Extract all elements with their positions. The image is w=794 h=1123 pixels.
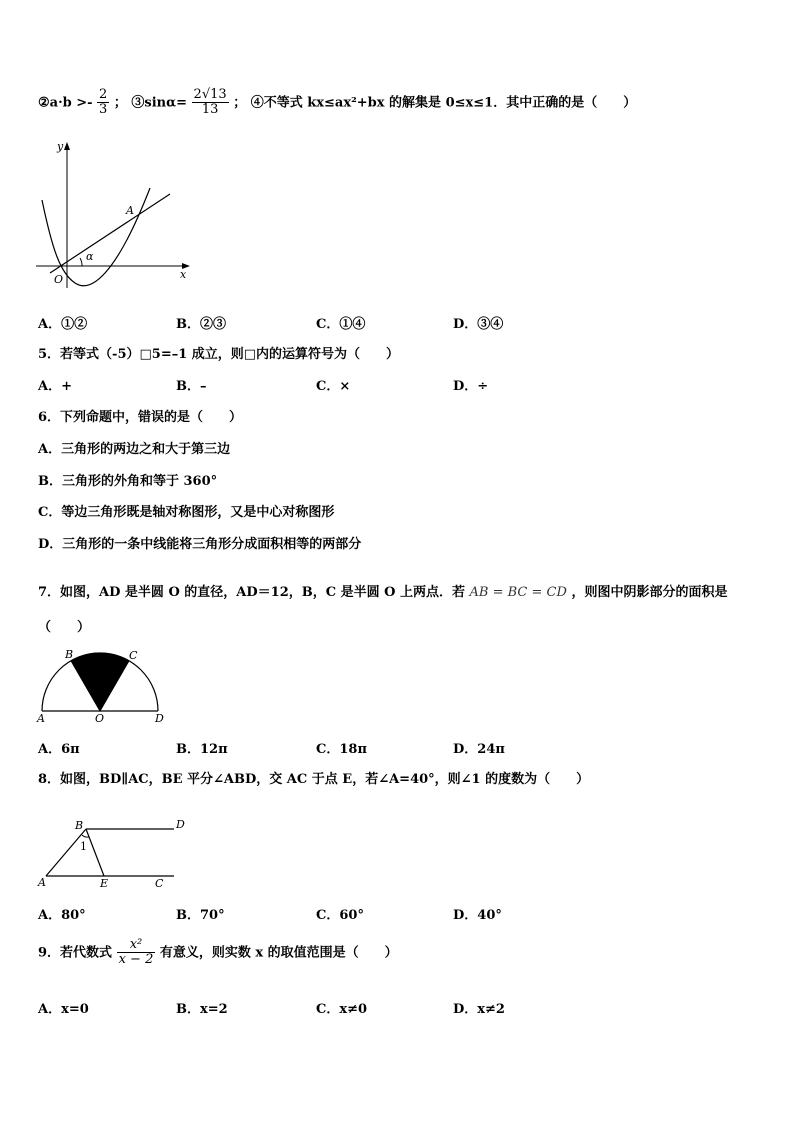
q4-fraction-1: [97, 88, 109, 118]
label-origin: O: [54, 273, 64, 286]
q9-fraction: [117, 938, 156, 968]
label-angle-1: 1: [80, 840, 87, 853]
label-point-a: A: [126, 204, 134, 217]
q5-option-b[interactable]: B．–: [176, 379, 207, 394]
angle-alpha-arc: [80, 258, 82, 266]
label-a: A: [38, 876, 46, 889]
fraction-numerator: x²: [117, 938, 156, 953]
fraction-denominator: 13: [201, 102, 219, 118]
q5-option-a[interactable]: A．+: [38, 379, 72, 394]
q8-option-c[interactable]: C．60°: [316, 908, 364, 923]
fraction-numerator: 2: [99, 87, 108, 102]
q7-arc-equality: AB = BC = CD: [469, 585, 567, 600]
q4-option-b[interactable]: B．②③: [176, 317, 226, 332]
q4-fraction-2: [192, 88, 229, 118]
q4-statement-4: ④不等式 kx≤ax²+bx 的解集是 0≤x≤1．其中正确的是（ ）: [250, 95, 637, 111]
q5-option-c[interactable]: C．×: [316, 379, 351, 394]
q9-option-c[interactable]: C．x≠0: [316, 1002, 368, 1017]
q9-stem-post: 有意义，则实数 x 的取值范围是（ ）: [159, 945, 398, 961]
label-d: D: [176, 818, 185, 831]
q4-statement-3: ③sinα=: [131, 95, 188, 111]
q4-statement-line: [38, 88, 636, 118]
q9-option-d[interactable]: D．x≠2: [453, 1002, 505, 1017]
q8-option-b[interactable]: B．70°: [176, 908, 225, 923]
label-alpha: α: [86, 250, 94, 263]
q6-option-b[interactable]: B．三角形的外角和等于 360°: [38, 474, 218, 489]
q6-option-d[interactable]: D．三角形的一条中线能将三角形分成面积相等的两部分: [38, 537, 362, 552]
q7-stem-tail: ，则图中阴影部分的面积是: [571, 585, 728, 600]
q4-statement-2: ②a·b >-: [38, 95, 93, 111]
label-b: B: [75, 819, 84, 832]
q7-option-d[interactable]: D．24π: [453, 742, 505, 757]
q5-stem: 5．若等式（-5）□5=–1 成立，则□内的运算符号为（ ）: [38, 347, 400, 362]
q4-option-d[interactable]: D．③④: [453, 317, 504, 332]
q7-stem: 7．如图，AD 是半圆 O 的直径，AD＝12，B，C 是半圆 O 上两点．若: [38, 585, 465, 600]
q5-option-d[interactable]: D．÷: [453, 379, 489, 394]
q8-option-d[interactable]: D．40°: [453, 908, 502, 923]
label-o: O: [95, 712, 105, 725]
parabola-curve: [42, 188, 150, 286]
q8-stem: 8．如图，BD∥AC，BE 平分∠ABD，交 AC 于点 E，若∠A=40°，则∠1 的度数为（ ）: [38, 772, 590, 787]
label-a: A: [37, 712, 45, 725]
label-e: E: [100, 877, 109, 890]
shaded-sector: [71, 653, 129, 711]
label-x: x: [180, 268, 187, 281]
label-b: B: [65, 648, 74, 661]
q6-option-a[interactable]: A．三角形的两边之和大于第三边: [38, 442, 231, 457]
q4-option-a[interactable]: A．①②: [38, 317, 88, 332]
segment-be: [86, 829, 104, 876]
q6-option-c[interactable]: C．等边三角形既是轴对称图形，又是中心对称图形: [38, 505, 335, 520]
q6-stem: 6．下列命题中，错误的是（ ）: [38, 410, 243, 425]
q9-stem-line: [38, 938, 398, 968]
q7-paren: （ ）: [38, 620, 91, 635]
fraction-denominator: 3: [99, 102, 108, 118]
y-axis-arrow-icon: [64, 142, 70, 150]
q7-stem-line: [38, 581, 727, 600]
separator: ；: [233, 95, 247, 111]
fraction-denominator: x − 2: [118, 952, 154, 968]
line-y-kx: [50, 194, 170, 273]
q9-option-a[interactable]: A．x=0: [38, 1002, 89, 1017]
label-y: y: [57, 140, 64, 153]
q7-figure: [34, 645, 174, 725]
label-c: C: [155, 877, 164, 890]
q9-option-b[interactable]: B．x=2: [176, 1002, 228, 1017]
q7-option-a[interactable]: A．6π: [38, 742, 80, 757]
q7-option-b[interactable]: B．12π: [176, 742, 228, 757]
q8-figure: [34, 810, 194, 892]
q9-stem-pre: 9．若代数式: [38, 945, 113, 961]
q4-figure: [30, 138, 200, 298]
label-d: D: [155, 712, 164, 725]
q7-option-c[interactable]: C．18π: [316, 742, 367, 757]
label-c: C: [129, 649, 138, 662]
fraction-numerator: 2√13: [193, 87, 227, 102]
q8-option-a[interactable]: A．80°: [38, 908, 86, 923]
q4-option-c[interactable]: C．①④: [316, 317, 366, 332]
separator: ；: [113, 95, 127, 111]
